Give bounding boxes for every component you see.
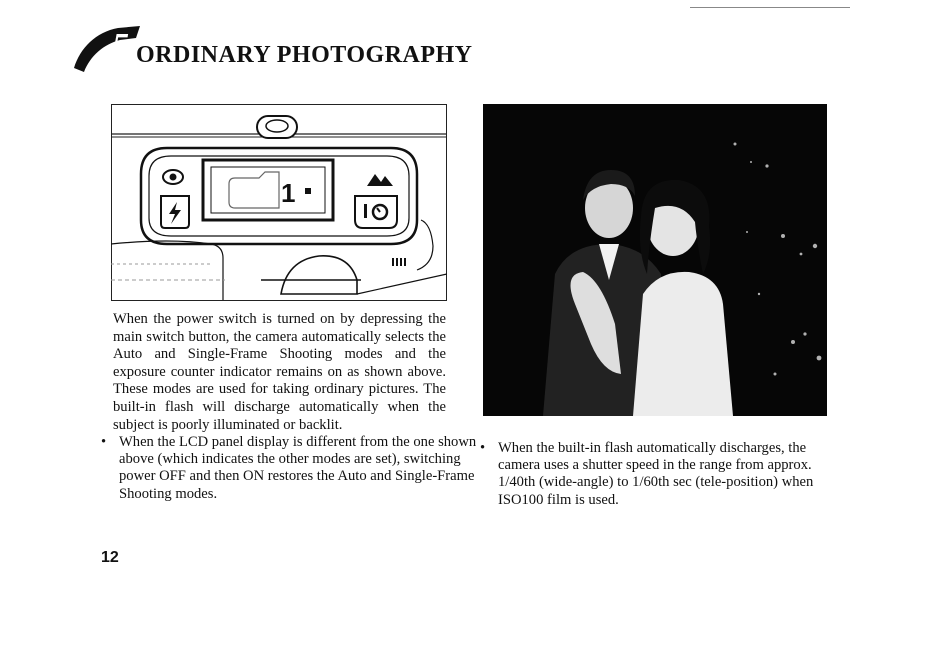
page-number: 12 <box>101 549 119 566</box>
camera-top-panel-diagram <box>111 104 447 301</box>
couple-photograph <box>483 104 827 416</box>
lcd-counter: 1 <box>281 178 296 208</box>
page-title: ORDINARY PHOTOGRAPHY <box>136 42 473 68</box>
bullet-text: When the built-in flash automatically discharges, the camera uses a shutter speed in the range from approx. 1/40th (wide-angle) to 1/60th sec (tele-position) when ISO100 film is used. <box>498 440 814 508</box>
bullet-text: When the LCD panel display is different from the one shown above (which indicates the other modes are set), switching power OFF and then ON restores the Auto and Single-Frame Shooting modes. <box>119 434 477 502</box>
flash-mode-button-icon <box>161 196 189 228</box>
bullet-marker: • <box>480 440 486 456</box>
self-timer-button-icon <box>355 196 397 228</box>
bullet-lcd-display <box>101 434 479 503</box>
bullet-flash-shutter <box>480 440 846 509</box>
top-rule <box>690 7 850 8</box>
bullet-marker: • <box>101 434 107 450</box>
main-switch-button <box>257 116 297 138</box>
lcd-panel <box>203 160 333 220</box>
chapter-number-logo <box>66 18 146 76</box>
body-paragraph: When the power switch is turned on by depressing the main switch button, the camera automatically selects the Auto and Single-Frame Shooting modes and the exposure counter indicator remains on as shown above. These modes are used for taking ordinary pictures. The built-in flash will discharge automatically when the subject is poorly illuminated or backlit. <box>113 311 446 433</box>
chapter-number: 5 <box>112 27 129 64</box>
